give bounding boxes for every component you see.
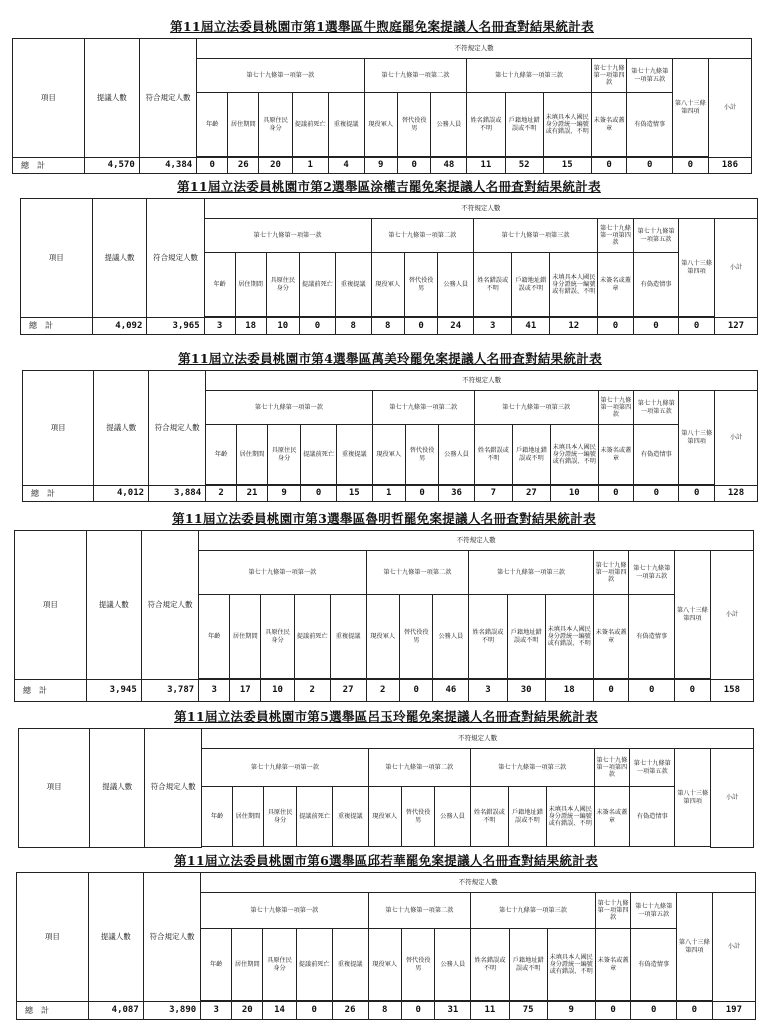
value-cell: 18 bbox=[235, 318, 266, 335]
not-qualified-header: 不符規定人數 bbox=[206, 371, 758, 391]
art83-header: 第八十三條第四項 bbox=[679, 391, 715, 485]
not-qualified-header: 不符規定人數 bbox=[201, 873, 756, 893]
value-cell: 9 bbox=[364, 158, 397, 174]
group2-header: 第七十九條第一項第二款 bbox=[368, 749, 470, 787]
sub-header: 具原住民身分 bbox=[261, 595, 294, 679]
group2-header: 第七十九條第一項第二款 bbox=[368, 893, 471, 929]
sub-header: 公務人員 bbox=[433, 595, 469, 679]
sub-header: 重複提議 bbox=[332, 929, 368, 1001]
sub-header: 替代役役男 bbox=[397, 93, 430, 157]
subtotal-value: 127 bbox=[714, 318, 757, 335]
group1-header: 第七十九條第一項第一款 bbox=[199, 551, 366, 595]
value-cell: 11 bbox=[471, 1002, 509, 1020]
value-cell: 36 bbox=[439, 486, 475, 502]
sub-header: 未填具本人國民身分證統一編號或有錯誤、不明 bbox=[550, 253, 598, 317]
sub-header: 居住期間 bbox=[228, 93, 259, 157]
sub-header: 姓名錯誤或不明 bbox=[474, 425, 512, 485]
value-cell: 48 bbox=[431, 158, 467, 174]
proposers-header: 提議人數 bbox=[90, 729, 145, 848]
proposers-header: 提議人數 bbox=[86, 531, 141, 680]
group2-header: 第七十九條第一項第二款 bbox=[364, 59, 467, 93]
sub-header: 重複提議 bbox=[328, 93, 364, 157]
value-cell: 2 bbox=[206, 486, 237, 502]
value-cell: 0 bbox=[676, 1002, 712, 1020]
proposers-value: 4,012 bbox=[94, 486, 149, 502]
value-cell: 18 bbox=[545, 680, 593, 702]
group1-header: 第七十九條第一項第一款 bbox=[201, 893, 368, 929]
value-cell: 0 bbox=[629, 680, 674, 702]
sub-header: 提議前死亡 bbox=[300, 253, 336, 317]
group1-header: 第七十九條第一項第一款 bbox=[204, 219, 371, 253]
value-cell: 3 bbox=[474, 318, 512, 335]
qualified-header: 符合規定人數 bbox=[139, 39, 196, 158]
value-cell: 12 bbox=[550, 318, 598, 335]
qualified-value: 4,384 bbox=[139, 158, 196, 174]
art83-header: 第八十三條第四項 bbox=[679, 219, 715, 317]
value-cell: 20 bbox=[232, 1002, 263, 1020]
sub-header: 具原住民身分 bbox=[259, 93, 292, 157]
table-section bbox=[14, 510, 754, 698]
sub-header: 戶籍地址錯誤或不明 bbox=[508, 787, 546, 847]
item-header: 項目 bbox=[21, 199, 93, 318]
sub-header: 未簽名或蓋章 bbox=[591, 93, 627, 157]
sub-header: 戶籍地址錯誤或不明 bbox=[507, 595, 545, 679]
group5-header: 第七十九條第一項第五款 bbox=[630, 749, 675, 787]
value-cell: 1 bbox=[292, 158, 328, 174]
group5-header: 第七十九條第一項第五款 bbox=[633, 219, 678, 253]
sub-header: 重複提議 bbox=[336, 425, 372, 485]
group3-header: 第七十九條第一項第三款 bbox=[474, 391, 598, 425]
value-cell: 0 bbox=[627, 158, 672, 174]
table-section bbox=[18, 708, 754, 848]
sub-header: 具原住民身分 bbox=[266, 253, 299, 317]
subtotal-header: 小計 bbox=[711, 749, 754, 848]
group4-header: 第七十九條第一項第四款 bbox=[593, 551, 629, 595]
sub-header: 現役軍人 bbox=[368, 787, 401, 847]
group4-header: 第七十九條第一項第四款 bbox=[591, 59, 627, 93]
qualified-value: 3,890 bbox=[143, 1002, 200, 1020]
not-qualified-header: 不符規定人數 bbox=[199, 531, 754, 551]
table-title: 第11屆立法委員桃園市第1選舉區牛煦庭罷免案提議人名冊查對結果統計表 bbox=[170, 19, 594, 34]
group3-header: 第七十九條第一項第三款 bbox=[471, 893, 595, 929]
value-cell: 0 bbox=[679, 486, 715, 502]
value-cell: 10 bbox=[261, 680, 294, 702]
value-cell: 10 bbox=[266, 318, 299, 335]
sub-header: 未簽名或蓋章 bbox=[594, 787, 630, 847]
value-cell: 0 bbox=[598, 486, 634, 502]
value-cell: 3 bbox=[204, 318, 235, 335]
art83-header: 第八十三條第四項 bbox=[676, 893, 712, 1001]
sub-header: 戶籍地址錯誤或不明 bbox=[512, 253, 550, 317]
group4-header: 第七十九條第一項第四款 bbox=[594, 749, 630, 787]
sub-header: 姓名錯誤或不明 bbox=[474, 253, 512, 317]
group3-header: 第七十九條第一項第三款 bbox=[469, 551, 593, 595]
value-cell: 7 bbox=[474, 486, 512, 502]
table-section bbox=[20, 178, 758, 340]
subtotal-value: 186 bbox=[708, 158, 751, 174]
value-cell: 0 bbox=[296, 1002, 332, 1020]
sub-header: 有偽造情事 bbox=[630, 787, 675, 847]
not-qualified-header: 不符規定人數 bbox=[204, 199, 757, 219]
group5-header: 第七十九條第一項第五款 bbox=[629, 551, 674, 595]
sub-header: 戶籍地址錯誤或不明 bbox=[509, 929, 547, 1001]
qualified-header: 符合規定人數 bbox=[145, 729, 202, 848]
value-cell: 0 bbox=[397, 158, 430, 174]
sub-header: 未填具本人國民身分證統一編號或有錯誤、不明 bbox=[546, 787, 594, 847]
sub-header: 公務人員 bbox=[435, 929, 471, 1001]
sub-header: 提議前死亡 bbox=[292, 93, 328, 157]
group2-header: 第七十九條第一項第二款 bbox=[366, 551, 469, 595]
value-cell: 9 bbox=[267, 486, 300, 502]
group3-header: 第七十九條第一項第三款 bbox=[474, 219, 598, 253]
sub-header: 居住期間 bbox=[235, 253, 266, 317]
group4-header: 第七十九條第一項第四款 bbox=[598, 391, 634, 425]
statistics-table bbox=[18, 728, 754, 848]
sub-header: 未填具本人國民身分證統一編號或有錯誤、不明 bbox=[547, 929, 595, 1001]
art83-header: 第八十三條第四項 bbox=[672, 59, 708, 157]
value-cell: 27 bbox=[512, 486, 550, 502]
value-cell: 21 bbox=[237, 486, 268, 502]
value-cell: 15 bbox=[336, 486, 372, 502]
sub-header: 現役軍人 bbox=[368, 929, 401, 1001]
sub-header: 替代役役男 bbox=[399, 595, 432, 679]
qualified-header: 符合規定人數 bbox=[149, 371, 206, 486]
sub-header: 有偽造情事 bbox=[627, 93, 672, 157]
group5-header: 第七十九條第一項第五款 bbox=[631, 893, 676, 929]
value-cell: 0 bbox=[634, 486, 679, 502]
sub-header: 年齡 bbox=[202, 787, 233, 847]
value-cell: 11 bbox=[467, 158, 505, 174]
value-cell: 20 bbox=[259, 158, 292, 174]
value-cell: 24 bbox=[438, 318, 474, 335]
subtotal-value: 128 bbox=[715, 486, 758, 502]
value-cell: 10 bbox=[550, 486, 598, 502]
value-cell: 8 bbox=[371, 318, 404, 335]
sub-header: 姓名錯誤或不明 bbox=[467, 93, 505, 157]
qualified-header: 符合規定人數 bbox=[143, 873, 200, 1002]
value-cell: 3 bbox=[201, 1002, 232, 1020]
sub-header: 年齡 bbox=[199, 595, 230, 679]
value-cell: 41 bbox=[512, 318, 550, 335]
subtotal-header: 小計 bbox=[712, 893, 755, 1002]
group4-header: 第七十九條第一項第四款 bbox=[595, 893, 631, 929]
sub-header: 有偽造情事 bbox=[633, 253, 678, 317]
sub-header: 姓名錯誤或不明 bbox=[469, 595, 507, 679]
value-cell: 0 bbox=[679, 318, 715, 335]
sub-header: 戶籍地址錯誤或不明 bbox=[505, 93, 543, 157]
sub-header: 具原住民身分 bbox=[263, 929, 296, 1001]
item-header: 項目 bbox=[15, 531, 87, 680]
not-qualified-header: 不符規定人數 bbox=[202, 729, 754, 749]
sub-header: 現役軍人 bbox=[366, 595, 399, 679]
sub-header: 提議前死亡 bbox=[301, 425, 337, 485]
sub-header: 現役軍人 bbox=[371, 253, 404, 317]
art83-header: 第八十三條第四項 bbox=[674, 551, 710, 679]
item-header: 項目 bbox=[19, 729, 90, 848]
statistics-table bbox=[22, 370, 758, 502]
sub-header: 現役軍人 bbox=[372, 425, 405, 485]
item-header: 項目 bbox=[23, 371, 94, 486]
value-cell: 52 bbox=[505, 158, 543, 174]
group5-header: 第七十九條第一項第五款 bbox=[627, 59, 672, 93]
sub-header: 替代役役男 bbox=[401, 929, 434, 1001]
value-cell: 17 bbox=[230, 680, 261, 702]
sub-header: 公務人員 bbox=[431, 93, 467, 157]
value-cell: 0 bbox=[301, 486, 337, 502]
sub-header: 替代役役男 bbox=[405, 425, 438, 485]
sub-header: 居住期間 bbox=[233, 787, 264, 847]
table-section bbox=[22, 350, 758, 506]
value-cell: 8 bbox=[368, 1002, 401, 1020]
statistics-table bbox=[16, 872, 756, 1020]
table-title: 第11屆立法委員桃園市第6選舉區邱若華罷免案提議人名冊查對結果統計表 bbox=[174, 853, 598, 868]
sub-header: 具原住民身分 bbox=[263, 787, 296, 847]
sub-header: 重複提議 bbox=[330, 595, 366, 679]
table-title: 第11屆立法委員桃園市第3選舉區魯明哲罷免案提議人名冊查對結果統計表 bbox=[172, 511, 596, 526]
group4-header: 第七十九條第一項第四款 bbox=[598, 219, 634, 253]
subtotal-value: 197 bbox=[712, 1002, 755, 1020]
table-section bbox=[12, 18, 752, 180]
sub-header: 未簽名或蓋章 bbox=[598, 425, 634, 485]
value-cell: 0 bbox=[633, 318, 678, 335]
art83-header: 第八十三條第四項 bbox=[675, 749, 711, 847]
proposers-header: 提議人數 bbox=[84, 39, 139, 158]
group3-header: 第七十九條第一項第三款 bbox=[470, 749, 594, 787]
value-cell: 75 bbox=[509, 1002, 547, 1020]
value-cell: 0 bbox=[404, 318, 437, 335]
total-label: 總 計 bbox=[17, 1002, 89, 1020]
table-title: 第11屆立法委員桃園市第5選舉區呂玉玲罷免案提議人名冊查對結果統計表 bbox=[174, 709, 598, 724]
total-label: 總 計 bbox=[21, 318, 93, 335]
sub-header: 年齡 bbox=[197, 93, 228, 157]
value-cell: 46 bbox=[433, 680, 469, 702]
value-cell: 3 bbox=[469, 680, 507, 702]
subtotal-header: 小計 bbox=[708, 59, 751, 158]
sub-header: 重複提議 bbox=[332, 787, 368, 847]
value-cell: 0 bbox=[591, 158, 627, 174]
value-cell: 2 bbox=[366, 680, 399, 702]
value-cell: 1 bbox=[372, 486, 405, 502]
sub-header: 年齡 bbox=[201, 929, 232, 1001]
statistics-table bbox=[14, 530, 754, 702]
sub-header: 居住期間 bbox=[237, 425, 268, 485]
value-cell: 9 bbox=[547, 1002, 595, 1020]
sub-header: 未簽名或蓋章 bbox=[593, 595, 629, 679]
sub-header: 現役軍人 bbox=[364, 93, 397, 157]
sub-header: 公務人員 bbox=[438, 253, 474, 317]
item-header: 項目 bbox=[13, 39, 85, 158]
qualified-header: 符合規定人數 bbox=[141, 531, 198, 680]
value-cell: 0 bbox=[399, 680, 432, 702]
item-header: 項目 bbox=[17, 873, 89, 1002]
sub-header: 公務人員 bbox=[439, 425, 475, 485]
total-label: 總 計 bbox=[23, 486, 94, 502]
value-cell: 30 bbox=[507, 680, 545, 702]
subtotal-header: 小計 bbox=[714, 219, 757, 318]
qualified-value: 3,787 bbox=[141, 680, 198, 702]
value-cell: 0 bbox=[631, 1002, 676, 1020]
total-label: 總 計 bbox=[13, 158, 85, 174]
statistics-table bbox=[20, 198, 758, 335]
value-cell: 0 bbox=[598, 318, 634, 335]
sub-header: 年齡 bbox=[206, 425, 237, 485]
value-cell: 0 bbox=[674, 680, 710, 702]
proposers-header: 提議人數 bbox=[92, 199, 147, 318]
sub-header: 有偽造情事 bbox=[634, 425, 679, 485]
sub-header: 未填具本人國民身分證統一編號或有錯誤、不明 bbox=[550, 425, 598, 485]
value-cell: 0 bbox=[300, 318, 336, 335]
sub-header: 提議前死亡 bbox=[294, 595, 330, 679]
proposers-value: 4,570 bbox=[84, 158, 139, 174]
value-cell: 0 bbox=[593, 680, 629, 702]
table-title: 第11屆立法委員桃園市第2選舉區涂權吉罷免案提議人名冊查對結果統計表 bbox=[177, 179, 601, 194]
group1-header: 第七十九條第一項第一款 bbox=[202, 749, 368, 787]
value-cell: 3 bbox=[199, 680, 230, 702]
sub-header: 年齡 bbox=[204, 253, 235, 317]
qualified-value: 3,965 bbox=[147, 318, 204, 335]
group1-header: 第七十九條第一項第一款 bbox=[197, 59, 364, 93]
value-cell: 0 bbox=[401, 1002, 434, 1020]
value-cell: 0 bbox=[197, 158, 228, 174]
value-cell: 14 bbox=[263, 1002, 296, 1020]
group1-header: 第七十九條第一項第一款 bbox=[206, 391, 372, 425]
group2-header: 第七十九條第一項第二款 bbox=[372, 391, 474, 425]
sub-header: 未填具本人國民身分證統一編號或有錯誤、不明 bbox=[545, 595, 593, 679]
sub-header: 居住期間 bbox=[230, 595, 261, 679]
sub-header: 公務人員 bbox=[435, 787, 471, 847]
group3-header: 第七十九條第一項第三款 bbox=[467, 59, 591, 93]
sub-header: 重複提議 bbox=[335, 253, 371, 317]
proposers-value: 3,945 bbox=[86, 680, 141, 702]
value-cell: 31 bbox=[435, 1002, 471, 1020]
sub-header: 有偽造情事 bbox=[629, 595, 674, 679]
qualified-header: 符合規定人數 bbox=[147, 199, 204, 318]
sub-header: 姓名錯誤或不明 bbox=[471, 929, 509, 1001]
sub-header: 未填具本人國民身分證統一編號或有錯誤、不明 bbox=[543, 93, 591, 157]
sub-header: 未簽名或蓋章 bbox=[595, 929, 631, 1001]
value-cell: 15 bbox=[543, 158, 591, 174]
sub-header: 有偽造情事 bbox=[631, 929, 676, 1001]
value-cell: 26 bbox=[332, 1002, 368, 1020]
sub-header: 姓名錯誤或不明 bbox=[470, 787, 508, 847]
total-label: 總 計 bbox=[15, 680, 87, 702]
sub-header: 戶籍地址錯誤或不明 bbox=[512, 425, 550, 485]
value-cell: 8 bbox=[335, 318, 371, 335]
value-cell: 26 bbox=[228, 158, 259, 174]
sub-header: 未簽名或蓋章 bbox=[598, 253, 634, 317]
sub-header: 提議前死亡 bbox=[297, 787, 333, 847]
sub-header: 居住期間 bbox=[232, 929, 263, 1001]
value-cell: 27 bbox=[330, 680, 366, 702]
proposers-value: 4,092 bbox=[92, 318, 147, 335]
value-cell: 0 bbox=[672, 158, 708, 174]
not-qualified-header: 不符規定人數 bbox=[197, 39, 752, 59]
value-cell: 4 bbox=[328, 158, 364, 174]
proposers-header: 提議人數 bbox=[88, 873, 143, 1002]
sub-header: 替代役役男 bbox=[404, 253, 437, 317]
value-cell: 0 bbox=[405, 486, 438, 502]
sub-header: 替代役役男 bbox=[401, 787, 434, 847]
proposers-header: 提議人數 bbox=[94, 371, 149, 486]
subtotal-value: 158 bbox=[710, 680, 753, 702]
qualified-value: 3,884 bbox=[149, 486, 206, 502]
group2-header: 第七十九條第一項第二款 bbox=[371, 219, 474, 253]
value-cell: 0 bbox=[595, 1002, 631, 1020]
table-section bbox=[16, 852, 756, 1022]
proposers-value: 4,087 bbox=[88, 1002, 143, 1020]
statistics-table bbox=[12, 38, 752, 174]
sub-header: 提議前死亡 bbox=[296, 929, 332, 1001]
subtotal-header: 小計 bbox=[715, 391, 758, 486]
sub-header: 具原住民身分 bbox=[267, 425, 300, 485]
table-title: 第11屆立法委員桃園市第4選舉區萬美玲罷免案提議人名冊查對結果統計表 bbox=[178, 351, 602, 366]
value-cell: 2 bbox=[294, 680, 330, 702]
subtotal-header: 小計 bbox=[710, 551, 753, 680]
group5-header: 第七十九條第一項第五款 bbox=[634, 391, 679, 425]
